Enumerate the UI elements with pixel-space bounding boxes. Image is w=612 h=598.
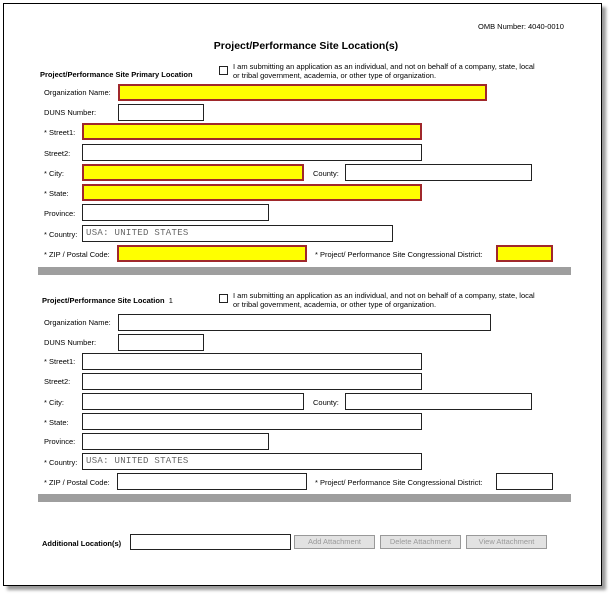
view-attachment-button[interactable]: View Attachment [466,535,547,549]
primary-county-input[interactable] [345,164,532,181]
section-divider [38,494,571,502]
location1-country-select[interactable]: USA: UNITED STATES [82,453,422,470]
location1-index: 1 [168,296,173,305]
location1-duns-input[interactable] [118,334,204,351]
primary-country-select[interactable]: USA: UNITED STATES [82,225,393,242]
location1-province-select[interactable] [82,433,269,450]
location1-district-label: * Project/ Performance Site Congressional District: [315,478,483,487]
location1-zip-input[interactable] [117,473,307,490]
location1-street1-input[interactable] [82,353,422,370]
location1-street1-label: * Street1: [44,357,76,366]
location1-individual-checkbox[interactable] [219,294,228,303]
primary-section-label: Project/Performance Site Primary Location [40,70,193,79]
location1-county-label: County: [313,398,339,407]
primary-state-label: * State: [44,189,69,198]
primary-street2-label: Street2: [44,149,71,158]
primary-city-label: * City: [44,169,65,178]
primary-province-select[interactable] [82,204,269,221]
primary-street1-input[interactable] [82,123,422,140]
location1-city-input[interactable] [82,393,304,410]
primary-province-label: Province: [44,209,76,218]
add-attachment-button[interactable]: Add Attachment [294,535,375,549]
primary-certification-text: I am submitting an application as an individual, and not on behalf of a company, state, local or tribal government, academia, or other type of organization. [233,62,535,80]
location1-street2-label: Street2: [44,377,71,386]
location1-org-name-input[interactable] [118,314,491,331]
primary-street2-input[interactable] [82,144,422,161]
location1-district-input[interactable] [496,473,553,490]
primary-city-input[interactable] [82,164,304,181]
delete-attachment-button[interactable]: Delete Attachment [380,535,461,549]
location1-org-name-label: Organization Name: [44,318,111,327]
primary-duns-label: DUNS Number: [44,108,97,117]
page-title: Project/Performance Site Location(s) [213,40,399,52]
location1-country-label: * Country: [44,458,78,467]
primary-district-label: * Project/ Performance Site Congressional District: [315,250,483,259]
primary-org-name-label: Organization Name: [44,88,111,97]
location1-zip-label: * ZIP / Postal Code: [44,478,110,487]
omb-number: OMB Number: 4040-0010 [478,22,564,31]
primary-zip-input[interactable] [117,245,307,262]
primary-county-label: County: [313,169,339,178]
location1-duns-label: DUNS Number: [44,338,97,347]
primary-state-select[interactable] [82,184,422,201]
primary-district-input[interactable] [496,245,553,262]
primary-street1-label: * Street1: [44,128,76,137]
section-divider [38,267,571,275]
location1-certification-text: I am submitting an application as an individual, and not on behalf of a company, state, local or tribal government, academia, or other type of organization. [233,291,535,309]
primary-zip-label: * ZIP / Postal Code: [44,250,110,259]
primary-duns-input[interactable] [118,104,204,121]
location1-county-input[interactable] [345,393,532,410]
location1-state-select[interactable] [82,413,422,430]
location1-state-label: * State: [44,418,69,427]
location1-street2-input[interactable] [82,373,422,390]
primary-individual-checkbox[interactable] [219,66,228,75]
location1-section-label: Project/Performance Site Location 1 [42,296,173,305]
additional-locations-label: Additional Location(s) [42,539,122,548]
primary-country-label: * Country: [44,230,78,239]
additional-locations-file-field[interactable] [130,534,291,550]
primary-org-name-input[interactable] [118,84,487,101]
location1-province-label: Province: [44,437,76,446]
location1-city-label: * City: [44,398,65,407]
